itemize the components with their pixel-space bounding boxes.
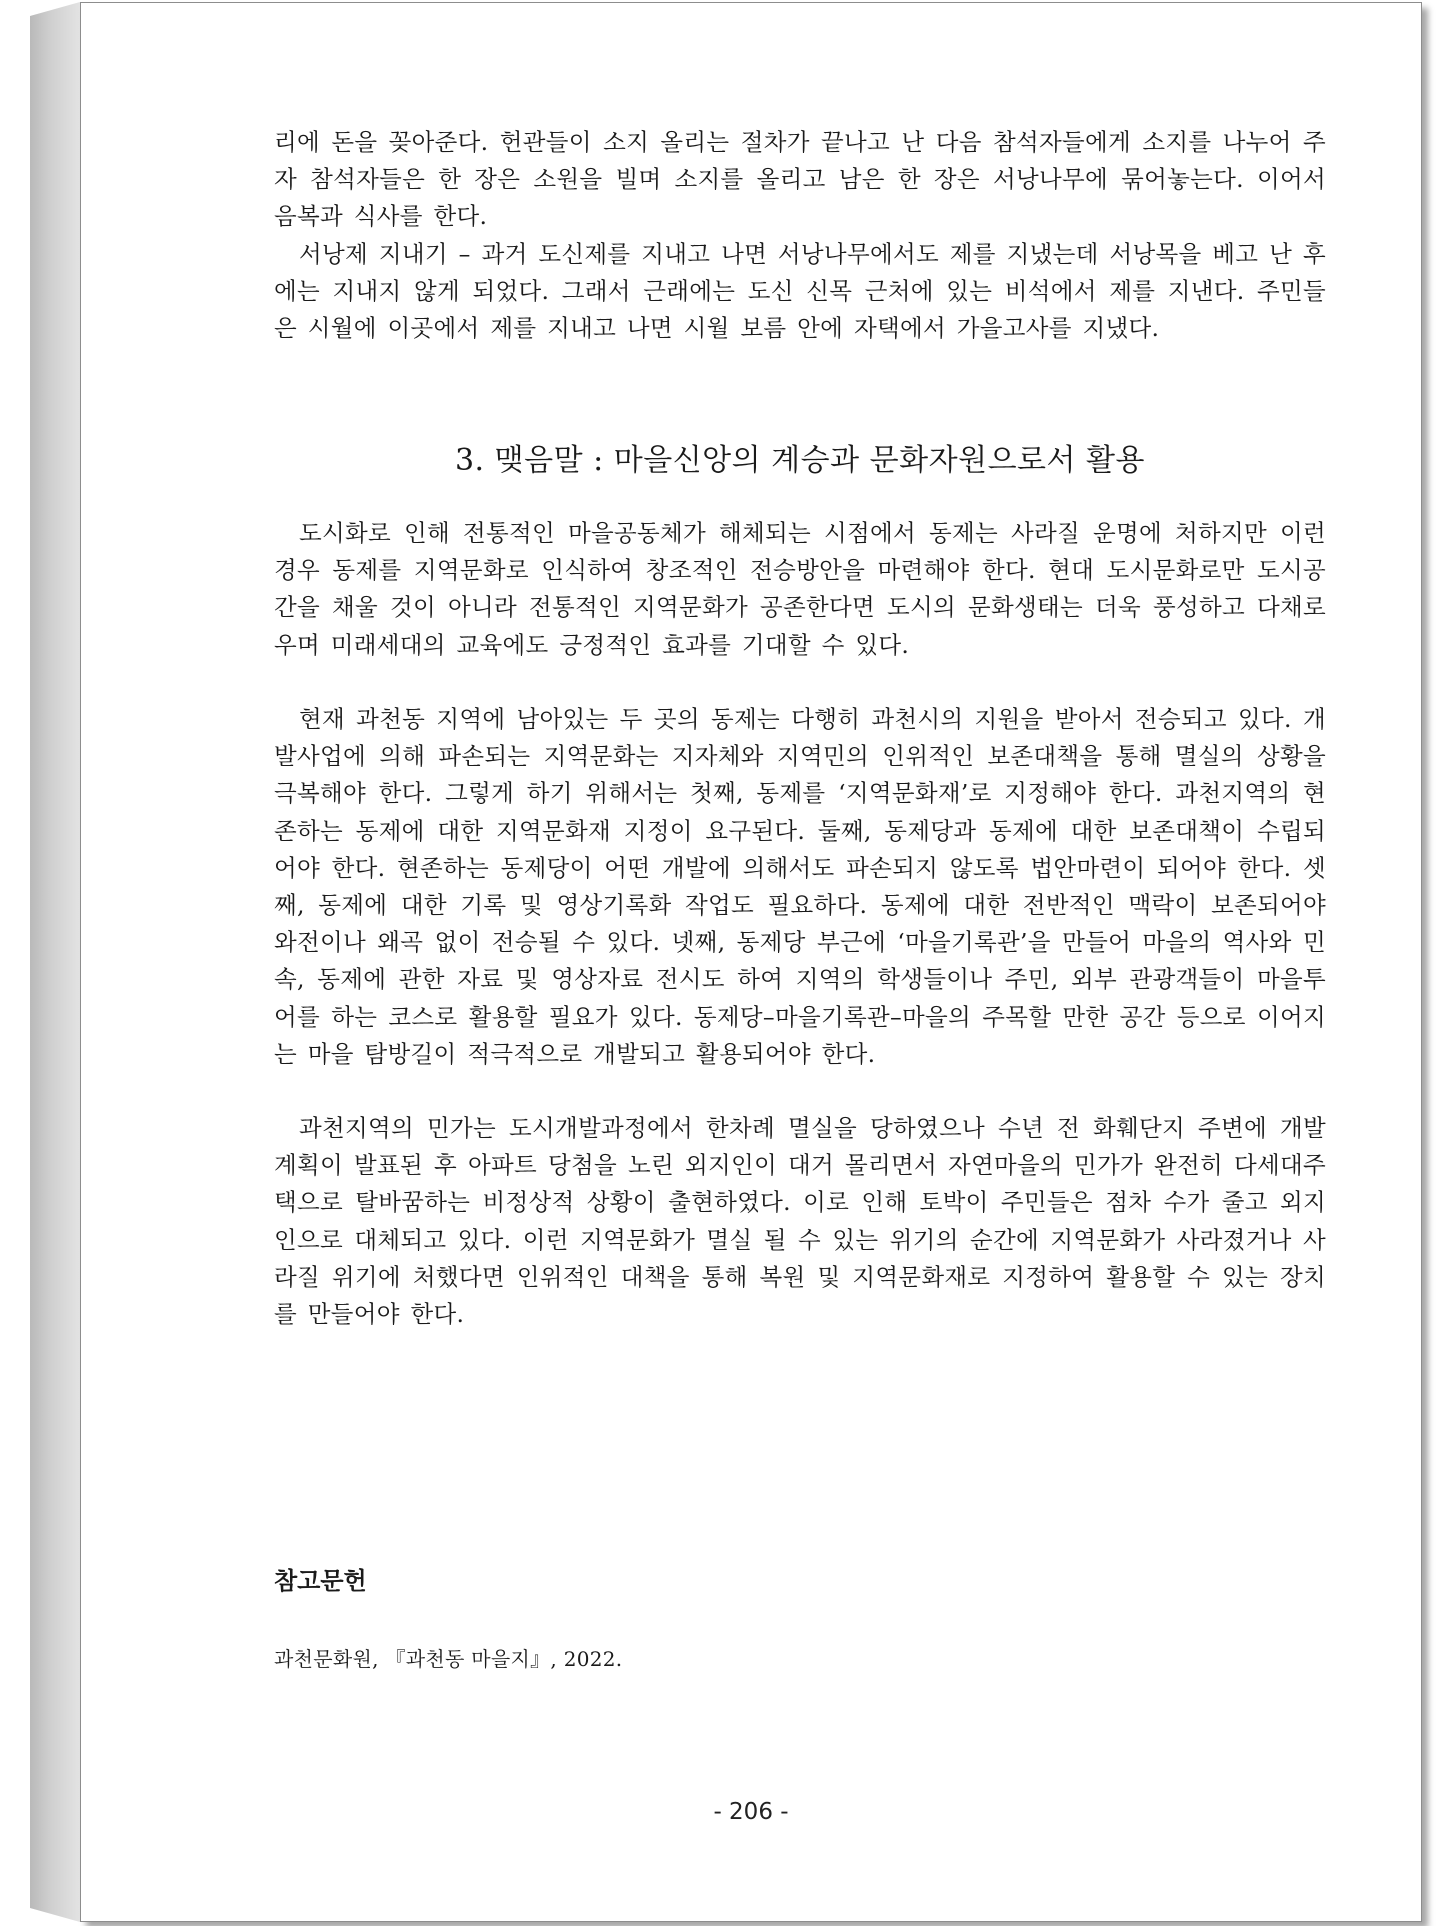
section-heading: 3. 맺음말 : 마을신앙의 계승과 문화자원으로서 활용	[454, 443, 1146, 478]
references-heading: 참고문헌	[274, 1567, 367, 1595]
paragraph-urbanization: 도시화로 인해 전통적인 마을공동체가 해체되는 시점에서 동제는 사라질 운명에 처하지만 이런 경우 동제를 지역문화로 인식하여 창조적인 전승방안을 마련해야 한다. 현대 도시문화로만 도시공간을 채울 것이 아니라 전통적인 지역문화가 공존한다면 도시의 문화생태는 더욱 풍성하고 다채로우며 미래세대의 교육에도 긍정적인 효과를 기대할 수 있다.	[274, 519, 1326, 659]
paragraph-preservation: 현재 과천동 지역에 남아있는 두 곳의 동제는 다행히 과천시의 지원을 받아서 전승되고 있다. 개발사업에 의해 파손되는 지역문화는 지자체와 지역민의 인위적인 보존대책을 통해 멸실의 상황을 극복해야 한다. 그렇게 하기 위해서는 첫째, 동제를 ‘지역문화재’로 지정해야 한다. 과천지역의 현존하는 동제에 대한 지역문화재 지정이 요구된다. 둘째, 동제당과 동제에 대한 보존대책이 수립되어야 한다. 현존하는 동제당이 어떤 개발에 의해서도 파손되지 않도록 법안마련이 되어야 한다. 셋째, 동제에 대한 기록 및 영상기록화 작업도 필요하다. 동제에 대한 전반적인 맥락이 보존되어야 와전이나 왜곡 없이 전승될 수 있다. 넷째, 동제당 부근에 ‘마을기록관’을 만들어 마을의 역사와 민속, 동제에 관한 자료 및 영상자료 전시도 하여 지역의 학생들이나 주민, 외부 관광객들이 마을투어를 하는 코스로 활용할 필요가 있다. 동제당–마을기록관–마을의 주목할 만한 공간 등으로 이어지는 마을 탐방길이 적극적으로 개발되고 활용되어야 한다.	[274, 705, 1326, 1068]
page-number: - 206 -	[713, 1799, 789, 1825]
paragraph-seonangje: 서낭제 지내기 – 과거 도신제를 지내고 나면 서낭나무에서도 제를 지냈는데 서낭목을 베고 난 후에는 지내지 않게 되었다. 그래서 근래에는 도신 신목 근처에 있는 비석에서 제를 지낸다. 주민들은 시월에 이곳에서 제를 지내고 나면 시월 보름 안에 자택에서 가을고사를 지냈다.	[274, 240, 1326, 343]
paragraph-private-houses: 과천지역의 민가는 도시개발과정에서 한차례 멸실을 당하였으나 수년 전 화훼단지 주변에 개발계획이 발표된 후 아파트 당첨을 노린 외지인이 대거 몰리면서 자연마을의 민가가 완전히 다세대주택으로 탈바꿈하는 비정상적 상황이 출현하였다. 이로 인해 토박이 주민들은 점차 수가 줄고 외지인으로 대체되고 있다. 이런 지역문화가 멸실 될 수 있는 위기의 순간에 지역문화가 사라졌거나 사라질 위기에 처했다면 인위적인 대책을 통해 복원 및 지역문화재로 지정하여 활용할 수 있는 장치를 만들어야 한다.	[274, 1114, 1326, 1329]
document-page	[80, 2, 1422, 1922]
paragraph-continued: 리에 돈을 꽂아준다. 헌관들이 소지 올리는 절차가 끝나고 난 다음 참석자들에게 소지를 나누어 주자 참석자들은 한 장은 소원을 빌며 소지를 올리고 남은 한 장은 서낭나무에 묶어놓는다. 이어서 음복과 식사를 한다.	[274, 128, 1326, 231]
reference-item: 과천문화원, 『과천동 마을지』, 2022.	[274, 1647, 623, 1671]
book-edge	[30, 2, 80, 1922]
